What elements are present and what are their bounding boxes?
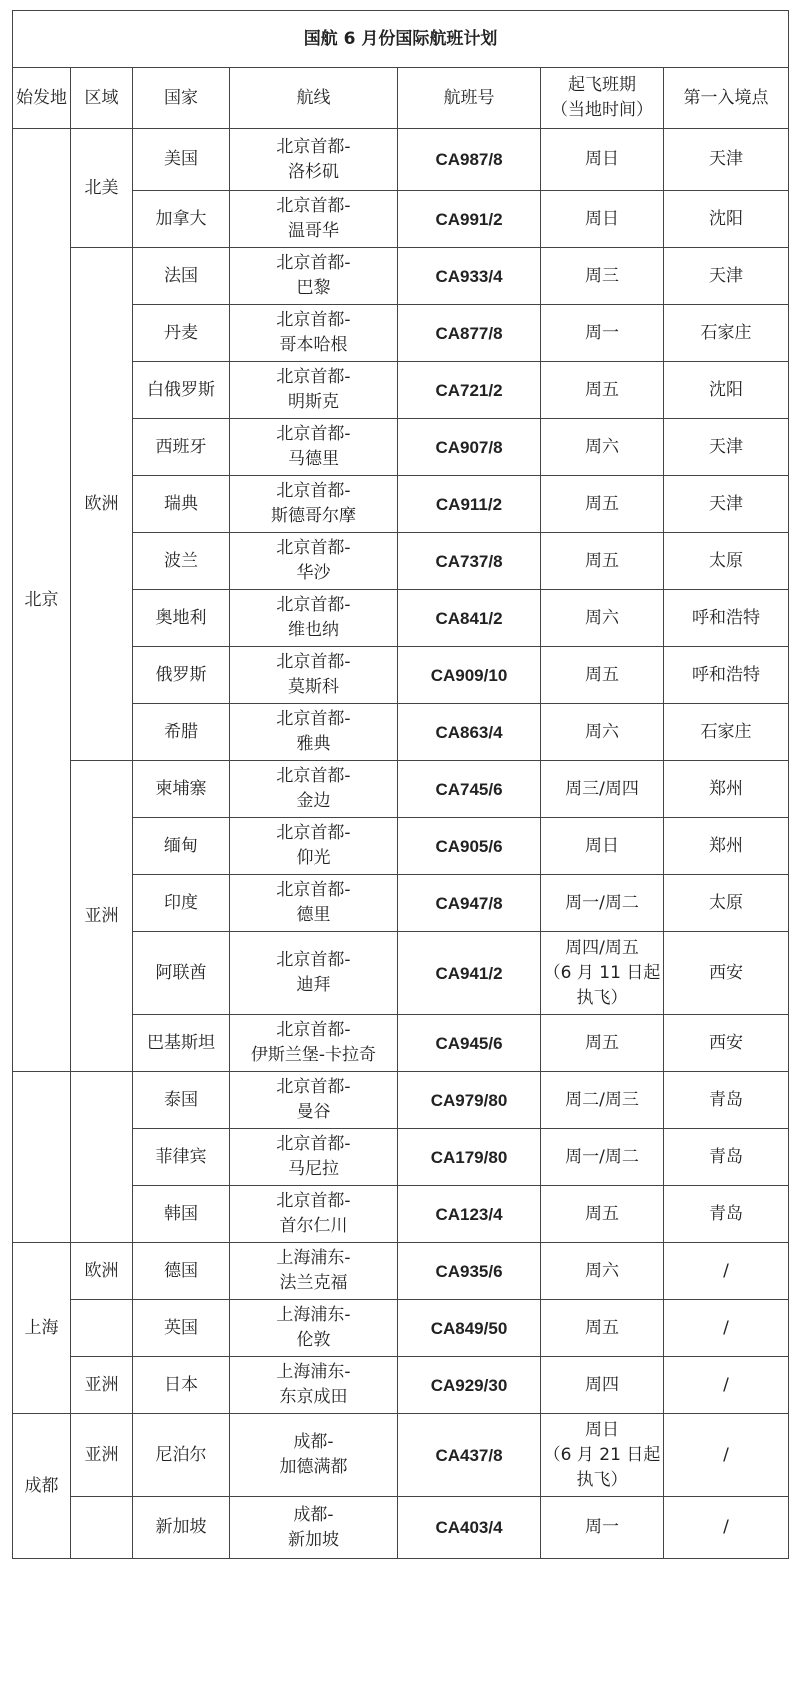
header-route: 航线 bbox=[230, 68, 398, 129]
route-cell: 北京首都- 迪拜 bbox=[230, 932, 398, 1015]
table-row bbox=[13, 248, 789, 305]
country-cell: 泰国 bbox=[133, 1072, 230, 1129]
entry-point-cell: 青岛 bbox=[664, 1072, 789, 1129]
entry-point-cell: / bbox=[664, 1414, 789, 1497]
route-cell: 北京首都- 斯德哥尔摩 bbox=[230, 476, 398, 533]
departure-days-cell: 周一/周二 bbox=[541, 875, 664, 932]
departure-days-cell: 周六 bbox=[541, 704, 664, 761]
flight-number-cell: CA987/8 bbox=[398, 129, 541, 191]
flight-number-cell: CA991/2 bbox=[398, 191, 541, 248]
entry-point-cell: 沈阳 bbox=[664, 362, 789, 419]
region-cell bbox=[71, 1300, 133, 1357]
route-cell: 北京首都- 维也纳 bbox=[230, 590, 398, 647]
flight-number-cell: CA911/2 bbox=[398, 476, 541, 533]
flight-number-cell: CA909/10 bbox=[398, 647, 541, 704]
country-cell: 印度 bbox=[133, 875, 230, 932]
country-cell: 柬埔寨 bbox=[133, 761, 230, 818]
origin-cell: 北京 bbox=[13, 129, 71, 1072]
flight-number-cell: CA945/6 bbox=[398, 1015, 541, 1072]
route-cell: 北京首都- 金边 bbox=[230, 761, 398, 818]
country-cell: 法国 bbox=[133, 248, 230, 305]
flight-number-cell: CA947/8 bbox=[398, 875, 541, 932]
country-cell: 西班牙 bbox=[133, 419, 230, 476]
country-cell: 菲律宾 bbox=[133, 1129, 230, 1186]
origin-cell: 上海 bbox=[13, 1243, 71, 1414]
route-cell: 北京首都- 德里 bbox=[230, 875, 398, 932]
header-entry: 第一入境点 bbox=[664, 68, 789, 129]
table-row bbox=[13, 1497, 789, 1559]
table-row bbox=[13, 1414, 789, 1497]
departure-days-cell: 周三/周四 bbox=[541, 761, 664, 818]
entry-point-cell: 石家庄 bbox=[664, 704, 789, 761]
table-row bbox=[13, 129, 789, 191]
flight-number-cell: CA737/8 bbox=[398, 533, 541, 590]
entry-point-cell: 西安 bbox=[664, 932, 789, 1015]
table-row bbox=[13, 1300, 789, 1357]
origin-cell bbox=[13, 1072, 71, 1243]
origin-cell: 成都 bbox=[13, 1414, 71, 1559]
country-cell: 波兰 bbox=[133, 533, 230, 590]
country-cell: 俄罗斯 bbox=[133, 647, 230, 704]
flight-number-cell: CA721/2 bbox=[398, 362, 541, 419]
entry-point-cell: 郑州 bbox=[664, 761, 789, 818]
entry-point-cell: / bbox=[664, 1300, 789, 1357]
departure-days-cell: 周日 bbox=[541, 818, 664, 875]
flight-number-cell: CA841/2 bbox=[398, 590, 541, 647]
route-cell: 北京首都- 马尼拉 bbox=[230, 1129, 398, 1186]
entry-point-cell: 西安 bbox=[664, 1015, 789, 1072]
entry-point-cell: 太原 bbox=[664, 533, 789, 590]
entry-point-cell: 太原 bbox=[664, 875, 789, 932]
entry-point-cell: 天津 bbox=[664, 129, 789, 191]
flight-number-cell: CA933/4 bbox=[398, 248, 541, 305]
flight-number-cell: CA179/80 bbox=[398, 1129, 541, 1186]
region-cell: 欧洲 bbox=[71, 248, 133, 761]
route-cell: 上海浦东- 伦敦 bbox=[230, 1300, 398, 1357]
entry-point-cell: / bbox=[664, 1357, 789, 1414]
flight-number-cell: CA941/2 bbox=[398, 932, 541, 1015]
departure-days-cell: 周六 bbox=[541, 590, 664, 647]
entry-point-cell: 天津 bbox=[664, 248, 789, 305]
country-cell: 缅甸 bbox=[133, 818, 230, 875]
region-cell: 亚洲 bbox=[71, 1414, 133, 1497]
route-cell: 上海浦东- 东京成田 bbox=[230, 1357, 398, 1414]
region-cell: 欧洲 bbox=[71, 1243, 133, 1300]
flight-number-cell: CA403/4 bbox=[398, 1497, 541, 1559]
entry-point-cell: 青岛 bbox=[664, 1129, 789, 1186]
entry-point-cell: 天津 bbox=[664, 419, 789, 476]
departure-days-cell: 周五 bbox=[541, 1015, 664, 1072]
entry-point-cell: / bbox=[664, 1497, 789, 1559]
country-cell: 希腊 bbox=[133, 704, 230, 761]
departure-days-cell: 周五 bbox=[541, 533, 664, 590]
country-cell: 奥地利 bbox=[133, 590, 230, 647]
route-cell: 成都- 新加坡 bbox=[230, 1497, 398, 1559]
country-cell: 日本 bbox=[133, 1357, 230, 1414]
flight-number-cell: CA907/8 bbox=[398, 419, 541, 476]
flight-number-cell: CA935/6 bbox=[398, 1243, 541, 1300]
route-cell: 北京首都- 莫斯科 bbox=[230, 647, 398, 704]
country-cell: 瑞典 bbox=[133, 476, 230, 533]
entry-point-cell: 天津 bbox=[664, 476, 789, 533]
departure-days-cell: 周一 bbox=[541, 1497, 664, 1559]
route-cell: 北京首都- 华沙 bbox=[230, 533, 398, 590]
header-row bbox=[13, 68, 789, 129]
flight-schedule-table bbox=[12, 10, 789, 1559]
header-region: 区域 bbox=[71, 68, 133, 129]
departure-days-cell: 周五 bbox=[541, 647, 664, 704]
country-cell: 巴基斯坦 bbox=[133, 1015, 230, 1072]
departure-days-cell: 周一/周二 bbox=[541, 1129, 664, 1186]
route-cell: 北京首都- 明斯克 bbox=[230, 362, 398, 419]
route-cell: 北京首都- 雅典 bbox=[230, 704, 398, 761]
flight-number-cell: CA979/80 bbox=[398, 1072, 541, 1129]
entry-point-cell: 呼和浩特 bbox=[664, 590, 789, 647]
country-cell: 白俄罗斯 bbox=[133, 362, 230, 419]
route-cell: 上海浦东- 法兰克福 bbox=[230, 1243, 398, 1300]
route-cell: 北京首都- 仰光 bbox=[230, 818, 398, 875]
departure-days-cell: 周日 bbox=[541, 191, 664, 248]
route-cell: 北京首都- 巴黎 bbox=[230, 248, 398, 305]
flight-number-cell: CA745/6 bbox=[398, 761, 541, 818]
departure-days-cell: 周日 bbox=[541, 129, 664, 191]
departure-days-cell: 周六 bbox=[541, 1243, 664, 1300]
departure-days-cell: 周四 bbox=[541, 1357, 664, 1414]
header-origin: 始发地 bbox=[13, 68, 71, 129]
country-cell: 英国 bbox=[133, 1300, 230, 1357]
table-row bbox=[13, 761, 789, 818]
route-cell: 北京首都- 洛杉矶 bbox=[230, 129, 398, 191]
entry-point-cell: 石家庄 bbox=[664, 305, 789, 362]
flight-number-cell: CA863/4 bbox=[398, 704, 541, 761]
entry-point-cell: 沈阳 bbox=[664, 191, 789, 248]
departure-days-cell: 周三 bbox=[541, 248, 664, 305]
route-cell: 北京首都- 伊斯兰堡-卡拉奇 bbox=[230, 1015, 398, 1072]
flight-number-cell: CA849/50 bbox=[398, 1300, 541, 1357]
table-row bbox=[13, 1243, 789, 1300]
entry-point-cell: / bbox=[664, 1243, 789, 1300]
country-cell: 阿联酋 bbox=[133, 932, 230, 1015]
departure-days-cell: 周六 bbox=[541, 419, 664, 476]
table-row bbox=[13, 1072, 789, 1129]
departure-days-cell: 周五 bbox=[541, 1186, 664, 1243]
flight-number-cell: CA877/8 bbox=[398, 305, 541, 362]
departure-days-cell: 周日 （6 月 21 日起 执飞） bbox=[541, 1414, 664, 1497]
route-cell: 北京首都- 哥本哈根 bbox=[230, 305, 398, 362]
region-cell: 北美 bbox=[71, 129, 133, 248]
route-cell: 北京首都- 马德里 bbox=[230, 419, 398, 476]
flight-number-cell: CA929/30 bbox=[398, 1357, 541, 1414]
country-cell: 美国 bbox=[133, 129, 230, 191]
route-cell: 北京首都- 首尔仁川 bbox=[230, 1186, 398, 1243]
flight-number-cell: CA437/8 bbox=[398, 1414, 541, 1497]
entry-point-cell: 青岛 bbox=[664, 1186, 789, 1243]
table-row bbox=[13, 1357, 789, 1414]
departure-days-cell: 周一 bbox=[541, 305, 664, 362]
flight-number-cell: CA905/6 bbox=[398, 818, 541, 875]
departure-days-cell: 周五 bbox=[541, 362, 664, 419]
country-cell: 新加坡 bbox=[133, 1497, 230, 1559]
departure-days-cell: 周二/周三 bbox=[541, 1072, 664, 1129]
table-title: 国航 6 月份国际航班计划 bbox=[13, 11, 789, 68]
country-cell: 丹麦 bbox=[133, 305, 230, 362]
departure-days-cell: 周四/周五 （6 月 11 日起 执飞） bbox=[541, 932, 664, 1015]
entry-point-cell: 郑州 bbox=[664, 818, 789, 875]
header-schedule: 起飞班期 （当地时间） bbox=[541, 68, 664, 129]
departure-days-cell: 周五 bbox=[541, 476, 664, 533]
header-country: 国家 bbox=[133, 68, 230, 129]
country-cell: 尼泊尔 bbox=[133, 1414, 230, 1497]
region-cell bbox=[71, 1072, 133, 1243]
country-cell: 加拿大 bbox=[133, 191, 230, 248]
flight-number-cell: CA123/4 bbox=[398, 1186, 541, 1243]
country-cell: 韩国 bbox=[133, 1186, 230, 1243]
region-cell: 亚洲 bbox=[71, 1357, 133, 1414]
departure-days-cell: 周五 bbox=[541, 1300, 664, 1357]
header-flight: 航班号 bbox=[398, 68, 541, 129]
region-cell: 亚洲 bbox=[71, 761, 133, 1072]
route-cell: 北京首都- 曼谷 bbox=[230, 1072, 398, 1129]
region-cell bbox=[71, 1497, 133, 1559]
entry-point-cell: 呼和浩特 bbox=[664, 647, 789, 704]
country-cell: 德国 bbox=[133, 1243, 230, 1300]
route-cell: 成都- 加德满都 bbox=[230, 1414, 398, 1497]
route-cell: 北京首都- 温哥华 bbox=[230, 191, 398, 248]
